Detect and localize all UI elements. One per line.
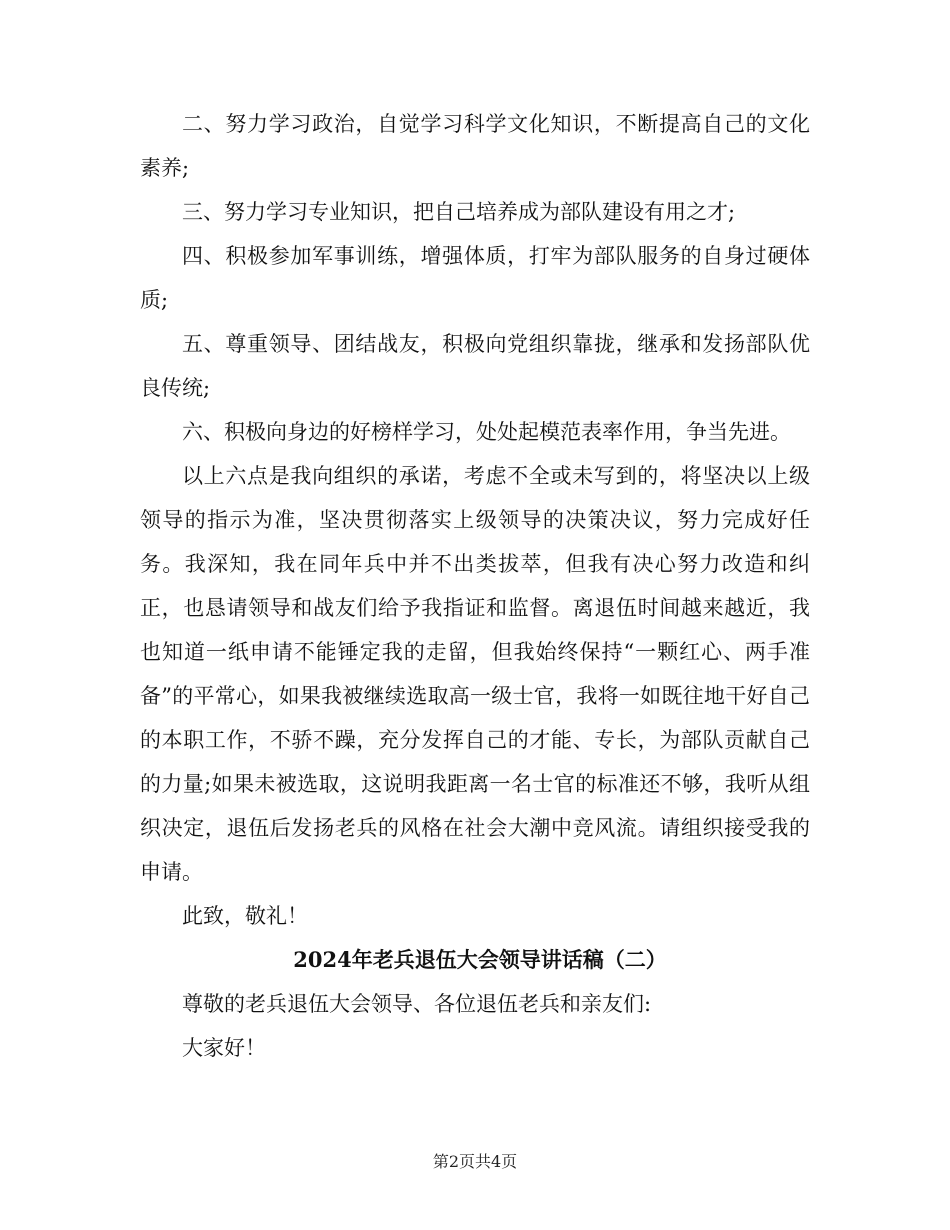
paragraph-item-6: 六、积极向身边的好榜样学习，处处起模范表率作用，争当先进。 [182, 420, 791, 444]
paragraph-item-2: 二、努力学习政治，自觉学习科学文化知识，不断提高自己的文化素养; [140, 112, 810, 180]
paragraph-commitment: 以上六点是我向组织的承诺，考虑不全或未写到的，将坚决以上级领导的指示为准，坚决贯彻落实上级领导的决策决议，努力完成好任务。我深知，我在同年兵中并不出类拔萃，但我有决心努力改造和纠正，也恳请领导和战友们给予我指证和监督。离退伍时间越来越近，我也知道一纸申请不能锤定我的走留，但我始终保持“一颗红心、两手准备”的平常心，如果我被继续选取高一级士官，我将一如既往地干好自己的本职工作，不骄不躁，充分发挥自己的才能、专长，为部队贡献自己的力量;如果未被选取，这说明我距离一名士官的标准还不够，我听从组织决定，退伍后发扬老兵的风格在社会大潮中竞风流。请组织接受我的申请。 [140, 464, 810, 884]
page-number-footer: 第2页共4页 [432, 1152, 518, 1171]
section-title: 2024年老兵退伍大会领导讲话稿（二） [293, 947, 667, 972]
paragraph-item-4: 四、积极参加军事训练，增强体质，打牢为部队服务的自身过硬体质; [140, 244, 810, 312]
paragraph-item-3: 三、努力学习专业知识，把自己培养成为部队建设有用之才; [182, 200, 736, 224]
paragraph-salutation: 尊敬的老兵退伍大会领导、各位退伍老兵和亲友们: [182, 992, 652, 1016]
paragraph-closing: 此致，敬礼！ [182, 904, 308, 928]
paragraph-greeting: 大家好！ [182, 1036, 266, 1060]
document-body [140, 102, 810, 1070]
paragraph-item-5: 五、尊重领导、团结战友，积极向党组织靠拢，继承和发扬部队优良传统; [140, 332, 810, 400]
